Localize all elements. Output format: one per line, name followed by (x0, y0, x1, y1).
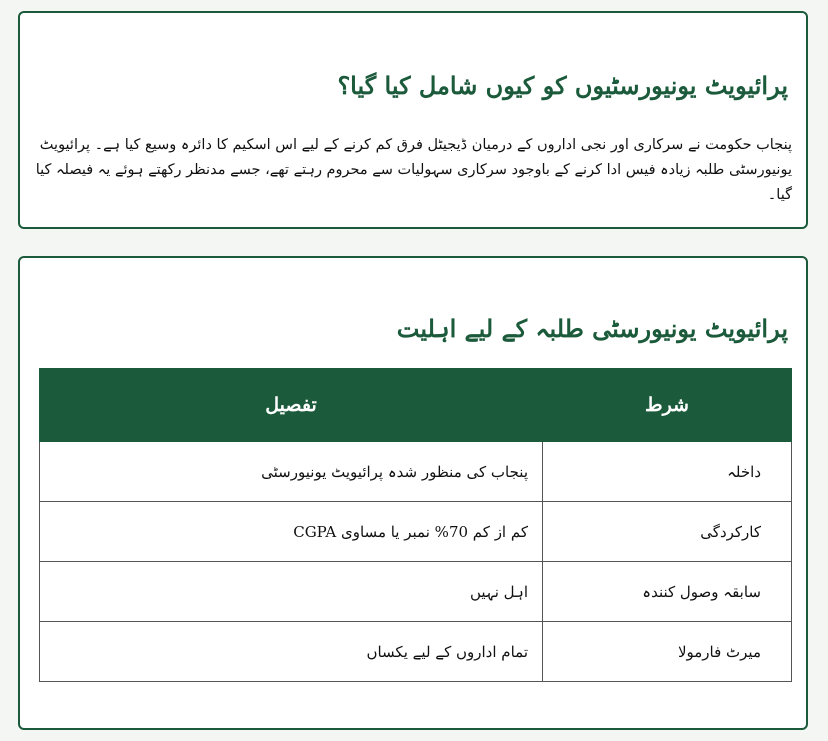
table-row (40, 502, 792, 562)
section-paragraph: پنجاب حکومت نے سرکاری اور نجی اداروں کے درمیان ڈیجیٹل فرق کم کرنے کے لیے اس اسکیم کا دائرہ وسیع کیا ہے۔ پرائیویٹ یونیورسٹی طلبہ زیادہ فیس ادا کرنے کے باوجود سرکاری سہولیات سے محروم رہتے تھے، جسے مدنظر رکھتے ہوئے یہ فیصلہ کیا گیا۔ (35, 137, 792, 203)
info-card-why-private (18, 11, 808, 229)
section-heading: پرائیویٹ یونیورسٹیوں کو کیوں شامل کیا گیا؟ (337, 71, 788, 100)
eligibility-table (39, 368, 792, 682)
cell-condition: میرٹ فارمولا (543, 622, 792, 682)
cell-condition: داخلہ (543, 442, 792, 502)
info-card-eligibility (18, 256, 808, 730)
table-row (40, 442, 792, 502)
column-header-detail: تفصیل (40, 369, 543, 442)
section-heading: پرائیویٹ یونیورسٹی طلبہ کے لیے اہلیت (396, 314, 788, 343)
cell-condition: کارکردگی (543, 502, 792, 562)
cell-detail: تمام اداروں کے لیے یکساں (40, 622, 543, 682)
cell-detail: اہل نہیں (40, 562, 543, 622)
table-header-row (40, 369, 792, 442)
table-row (40, 622, 792, 682)
column-header-condition: شرط (543, 369, 792, 442)
table-row (40, 562, 792, 622)
cell-condition: سابقہ وصول کنندہ (543, 562, 792, 622)
cell-detail: پنجاب کی منظور شدہ پرائیویٹ یونیورسٹی (40, 442, 543, 502)
cell-detail: کم از کم 70% نمبر یا مساوی CGPA (40, 502, 543, 562)
